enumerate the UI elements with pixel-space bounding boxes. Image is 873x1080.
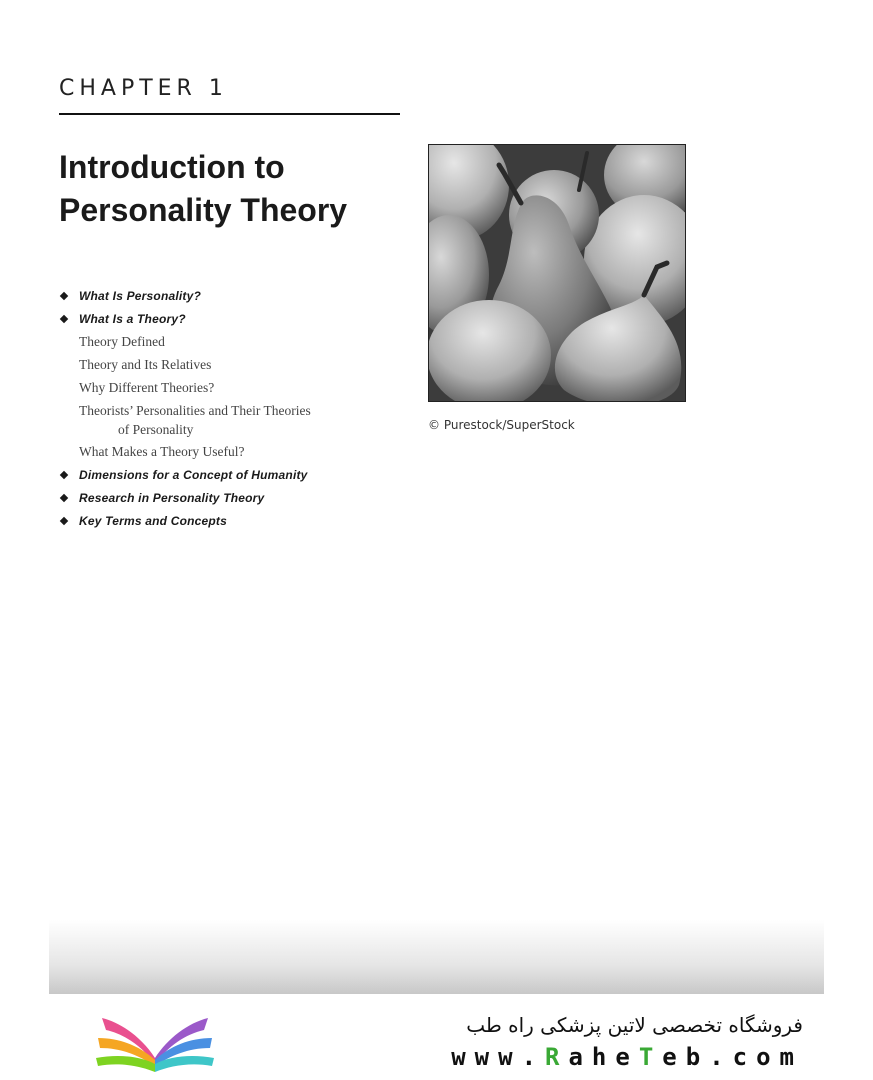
outline-item: What Is Personality?: [59, 286, 389, 309]
outline-subitem: Why Different Theories?: [79, 380, 215, 395]
store-name-persian: فروشگاه تخصصی لاتین پزشکی راه طب: [466, 1013, 803, 1037]
diamond-bullet-icon: [60, 494, 68, 502]
outline-item: Research in Personality Theory: [59, 488, 389, 511]
pears-illustration: [429, 145, 685, 401]
chapter-title-line1: Introduction to: [59, 149, 285, 185]
outline-subitem: Theorists’ Personalities and Their Theories of Personality: [79, 403, 311, 437]
pears-photo: [428, 144, 686, 402]
chapter-label: CHAPTER 1: [59, 76, 228, 101]
outline-item: What Is a Theory?: [59, 309, 389, 332]
diamond-bullet-icon: [60, 517, 68, 525]
chapter-title-line2: Personality Theory: [59, 192, 348, 228]
chapter-divider: [59, 113, 400, 115]
chapter-outline: [59, 286, 389, 534]
diamond-bullet-icon: [60, 315, 68, 323]
diamond-bullet-icon: [60, 292, 68, 300]
open-book-logo-icon: [92, 1008, 218, 1074]
page-bottom-shadow: [49, 920, 824, 994]
outline-subitem: What Makes a Theory Useful?: [79, 444, 245, 459]
photo-credit: © Purestock/SuperStock: [428, 418, 575, 432]
outline-item: Key Terms and Concepts: [59, 511, 389, 534]
diamond-bullet-icon: [60, 471, 68, 479]
outline-subitem: Theory Defined: [79, 334, 165, 349]
outline-item: Dimensions for a Concept of Humanity: [59, 465, 389, 488]
chapter-title: [59, 146, 419, 232]
store-url: www.RaheTeb.com: [451, 1043, 803, 1071]
outline-subitem: Theory and Its Relatives: [79, 357, 212, 372]
